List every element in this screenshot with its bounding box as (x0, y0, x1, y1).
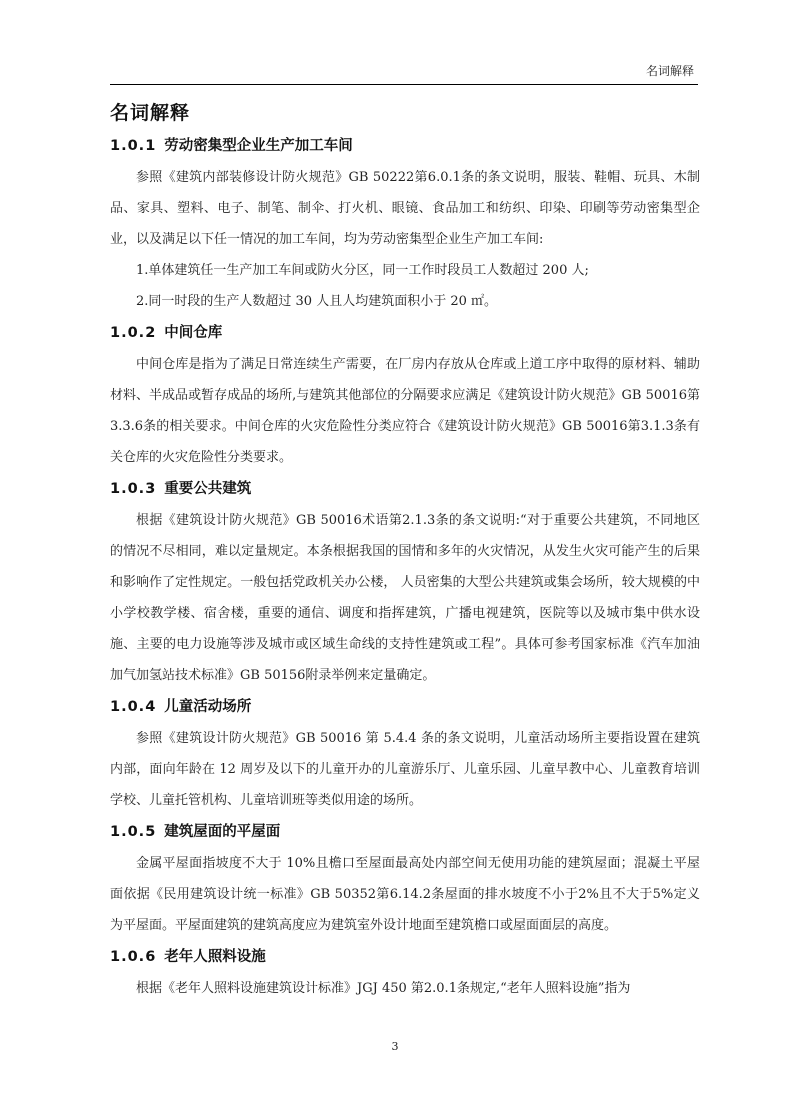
header-rule (110, 84, 698, 85)
list-item: 1.单体建筑任一生产加工车间或防火分区，同一工作时段员工人数超过 200 人; (136, 263, 589, 278)
section-1-0-5 (110, 816, 700, 941)
section-heading (110, 941, 700, 973)
body-paragraph: 根据《老年人照料设施建筑设计标准》JGJ 450 第2.0.1条规定,“老年人照料设施”指为 (136, 981, 631, 996)
section-1-0-4 (110, 691, 700, 816)
section-body (110, 162, 700, 317)
section-heading (110, 473, 700, 505)
section-heading (110, 317, 700, 349)
section-1-0-6 (110, 941, 700, 1004)
document-body (110, 96, 700, 1004)
section-number: 1.0.2 (110, 325, 157, 341)
body-paragraph: 参照《建筑内部装修设计防火规范》GB 50222第6.0.1条的条文说明，服装、鞋帽、玩具、木制品、家具、塑料、电子、制笔、制伞、打火机、眼镜、食品加工和纺织、印染、印刷等劳动密集型企业，以及满足以下任一情况的加工车间，均为劳动密集型企业生产加工车间: (110, 170, 700, 247)
body-paragraph: 金属平屋面指坡度不大于 10%且檐口至屋面最高处内部空间无使用功能的建筑屋面；混凝土平屋面依据《民用建筑设计统一标准》GB 50352第6.14.2条屋面的排水坡度不小于2%且不大于5%定义为平屋面。平屋面建筑的建筑高度应为建筑室外设计地面至建筑檐口或屋面面层的高度。 (110, 856, 700, 933)
section-1-0-2 (110, 317, 700, 473)
list-item: 2.同一时段的生产人数超过 30 人且人均建筑面积小于 20 ㎡。 (136, 294, 498, 309)
section-heading (110, 816, 700, 848)
section-body (110, 848, 700, 941)
section-heading (110, 130, 700, 162)
section-title: 老年人照料设施 (164, 949, 266, 965)
section-number: 1.0.5 (110, 824, 157, 840)
section-body (110, 505, 700, 691)
section-1-0-3 (110, 473, 700, 691)
section-body (110, 349, 700, 473)
body-paragraph: 中间仓库是指为了满足日常连续生产需要，在厂房内存放从仓库或上道工序中取得的原材料、辅助材料、半成品或暂存成品的场所,与建筑其他部位的分隔要求应满足《建筑设计防火规范》GB 50016第3.3.6条的相关要求。中间仓库的火灾危险性分类应符合《建筑设计防火规范》GB 50016第3.1.3条有关仓库的火灾危险性分类要求。 (110, 357, 700, 465)
page-title: 名词解释 (110, 102, 191, 124)
section-number: 1.0.6 (110, 949, 157, 965)
section-number: 1.0.4 (110, 699, 157, 715)
running-header: 名词解释 (645, 64, 694, 78)
section-title: 儿童活动场所 (164, 699, 252, 715)
section-title: 中间仓库 (164, 325, 223, 341)
page-number: 3 (391, 1040, 399, 1053)
section-number: 1.0.3 (110, 481, 157, 497)
section-title: 重要公共建筑 (164, 481, 252, 497)
section-heading (110, 691, 700, 723)
section-1-0-1 (110, 130, 700, 317)
section-number: 1.0.1 (110, 138, 157, 154)
body-paragraph: 根据《建筑设计防火规范》GB 50016术语第2.1.3条的条文说明:“对于重要公共建筑，不同地区的情况不尽相同，难以定量规定。本条根据我国的国情和多年的火灾情况，从发生火灾可能产生的后果和影响作了定性规定。一般包括党政机关办公楼， 人员密集的大型公共建筑或集会场所，较大规模的中小学校教学楼、宿舍楼，重要的通信、调度和指挥建筑，广播电视建筑，医院等以及城市集中供水设施、主要的电力设施等涉及城市或区域生命线的支持性建筑或工程”。具体可参考国家标准《汽车加油加气加氢站技术标准》GB 50156附录举例来定量确定。 (110, 513, 700, 683)
body-paragraph: 参照《建筑设计防火规范》GB 50016 第 5.4.4 条的条文说明，儿童活动场所主要指设置在建筑内部，面向年龄在 12 周岁及以下的儿童开办的儿童游乐厅、儿童乐园、儿童早教中心、儿童教育培训学校、儿童托管机构、儿童培训班等类似用途的场所。 (110, 731, 700, 808)
section-title: 建筑屋面的平屋面 (164, 824, 281, 840)
section-body (110, 723, 700, 816)
section-title: 劳动密集型企业生产加工车间 (164, 138, 353, 154)
section-body (110, 973, 700, 1004)
